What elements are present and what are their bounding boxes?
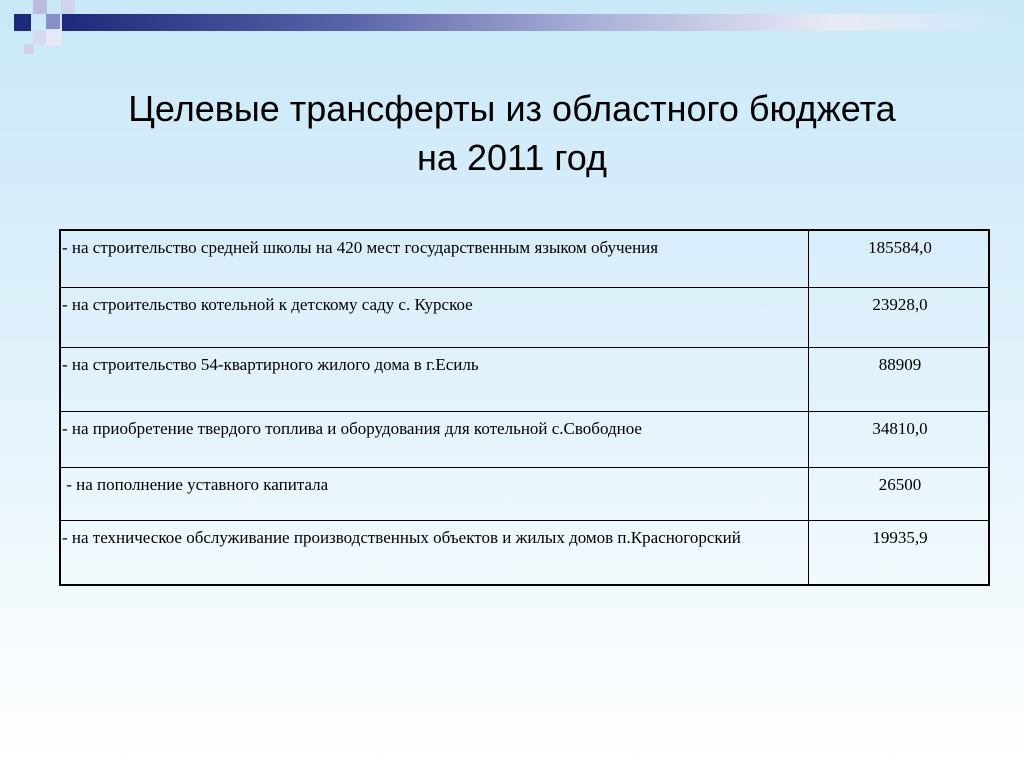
slide-title-line-2: на 2011 год <box>417 137 607 178</box>
row-description: - на пополнение уставного капитала <box>60 468 809 521</box>
header-gradient-band <box>62 14 1024 31</box>
row-amount: 23928,0 <box>809 288 990 348</box>
row-description: - на строительство котельной к детскому саду с. Курское <box>60 288 809 348</box>
row-description: - на строительство средней школы на 420 мест государственным языком обучения <box>60 230 809 288</box>
row-description: - на строительство 54-квартирного жилого дома в г.Есиль <box>60 348 809 412</box>
row-amount: 34810,0 <box>809 412 990 468</box>
decorative-square <box>33 0 47 14</box>
row-amount: 26500 <box>809 468 990 521</box>
table-row <box>60 521 989 586</box>
table-row <box>60 412 989 468</box>
decorative-square <box>14 14 31 31</box>
table-row <box>60 288 989 348</box>
decorative-square <box>46 30 62 46</box>
slide-title-line-1: Целевые трансферты из областного бюджета <box>128 88 896 129</box>
table-row <box>60 348 989 412</box>
row-amount: 19935,9 <box>809 521 990 586</box>
table-row <box>60 230 989 288</box>
row-amount: 88909 <box>809 348 990 412</box>
decorative-square <box>33 30 47 44</box>
decorative-square <box>61 0 75 14</box>
table-row <box>60 468 989 521</box>
decorative-square <box>46 14 60 29</box>
decorative-square <box>24 44 34 54</box>
transfers-table <box>59 229 990 586</box>
row-description: - на техническое обслуживание производственных объектов и жилых домов п.Красногорский <box>60 521 809 586</box>
slide-title <box>60 84 964 182</box>
row-description: - на приобретение твердого топлива и оборудования для котельной с.Свободное <box>60 412 809 468</box>
row-amount: 185584,0 <box>809 230 990 288</box>
